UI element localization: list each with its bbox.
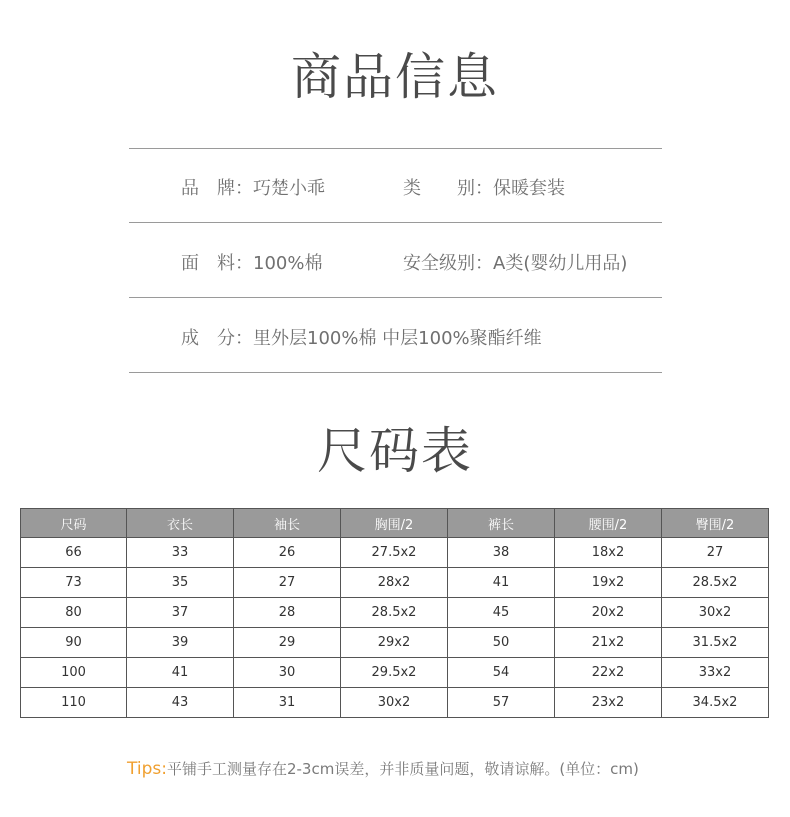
table-cell: 23x2	[555, 688, 662, 718]
table-cell: 41	[448, 568, 555, 598]
info-row	[129, 166, 662, 206]
divider	[129, 148, 662, 149]
table-cell: 22x2	[555, 658, 662, 688]
tips-label: Tips:	[127, 759, 167, 779]
table-cell: 41	[127, 658, 234, 688]
table-cell: 66	[21, 538, 127, 568]
table-cell: 30x2	[341, 688, 448, 718]
table-cell: 27.5x2	[341, 538, 448, 568]
table-cell: 35	[127, 568, 234, 598]
table-cell: 37	[127, 598, 234, 628]
table-cell: 26	[234, 538, 341, 568]
table-cell: 43	[127, 688, 234, 718]
table-cell: 80	[21, 598, 127, 628]
table-cell: 31.5x2	[662, 628, 769, 658]
table-cell: 73	[21, 568, 127, 598]
table-cell: 31	[234, 688, 341, 718]
table-row	[21, 658, 769, 688]
table-row	[21, 598, 769, 628]
table-cell: 21x2	[555, 628, 662, 658]
table-cell: 50	[448, 628, 555, 658]
table-cell: 27	[662, 538, 769, 568]
table-cell: 33	[127, 538, 234, 568]
table-cell: 18x2	[555, 538, 662, 568]
table-cell: 100	[21, 658, 127, 688]
table-cell: 110	[21, 688, 127, 718]
column-header: 胸围/2	[341, 509, 448, 538]
info-composition: 成 分：里外层100%棉 中层100%聚酯纤维	[181, 328, 542, 349]
table-cell: 20x2	[555, 598, 662, 628]
table-row	[21, 568, 769, 598]
table-cell: 33x2	[662, 658, 769, 688]
table-cell: 90	[21, 628, 127, 658]
table-cell: 54	[448, 658, 555, 688]
info-safety-level: 安全级别：A类(婴幼儿用品)	[403, 253, 628, 274]
tips-text: 平铺手工测量存在2-3cm误差，并非质量问题，敬请谅解。(单位：cm)	[166, 760, 639, 778]
table-cell: 27	[234, 568, 341, 598]
table-row	[21, 688, 769, 718]
column-header: 臀围/2	[662, 509, 769, 538]
table-cell: 45	[448, 598, 555, 628]
column-header: 腰围/2	[555, 509, 662, 538]
table-cell: 19x2	[555, 568, 662, 598]
divider	[129, 372, 662, 373]
table-row	[21, 628, 769, 658]
table-cell: 29x2	[341, 628, 448, 658]
table-header-row	[21, 509, 769, 538]
info-fabric: 面 料：100%棉	[181, 253, 323, 274]
table-cell: 38	[448, 538, 555, 568]
size-chart-title: 尺码表	[317, 422, 473, 480]
info-brand: 品 牌：巧楚小乖	[181, 178, 325, 199]
table-cell: 30x2	[662, 598, 769, 628]
table-cell: 28x2	[341, 568, 448, 598]
size-table	[20, 508, 769, 718]
table-cell: 30	[234, 658, 341, 688]
table-cell: 34.5x2	[662, 688, 769, 718]
table-cell: 28.5x2	[341, 598, 448, 628]
product-info-title: 商品信息	[291, 48, 499, 106]
table-cell: 29	[234, 628, 341, 658]
divider	[129, 297, 662, 298]
table-cell: 28	[234, 598, 341, 628]
info-row	[129, 241, 662, 281]
info-row	[129, 316, 662, 356]
table-cell: 57	[448, 688, 555, 718]
table-cell: 29.5x2	[341, 658, 448, 688]
column-header: 衣长	[127, 509, 234, 538]
table-row	[21, 538, 769, 568]
column-header: 尺码	[21, 509, 127, 538]
table-cell: 39	[127, 628, 234, 658]
tips-note	[127, 758, 639, 779]
divider	[129, 222, 662, 223]
table-cell: 28.5x2	[662, 568, 769, 598]
info-category: 类 别：保暖套装	[403, 178, 565, 199]
column-header: 裤长	[448, 509, 555, 538]
column-header: 袖长	[234, 509, 341, 538]
